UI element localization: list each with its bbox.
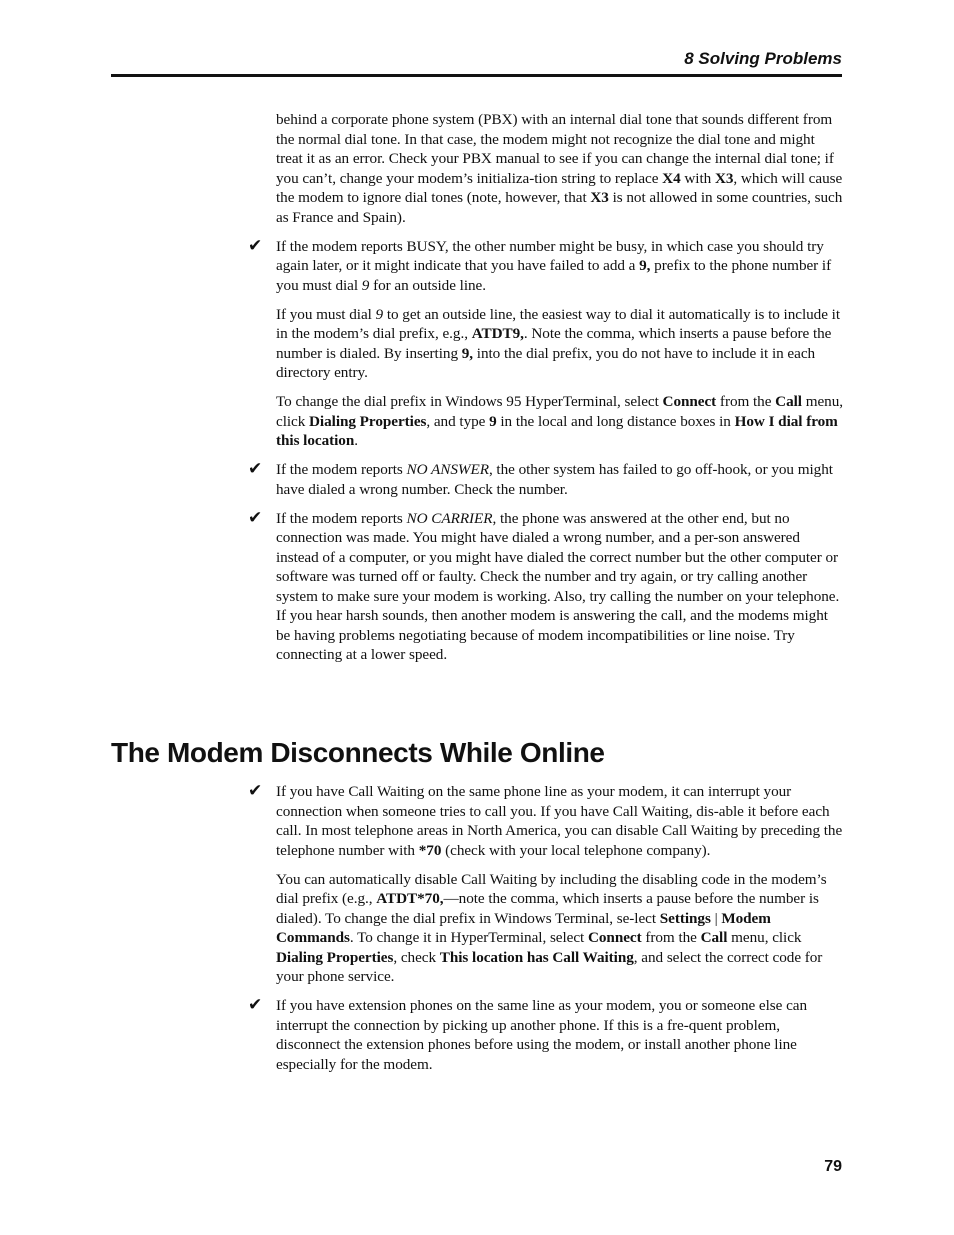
text-run: You can automatically disable Call Waiting by including the disabling code in the modem’s dial prefix (e.g.,: [276, 870, 827, 907]
header-rule: [111, 74, 842, 77]
text-run: for an outside line.: [369, 276, 486, 294]
text-run: with: [680, 169, 715, 187]
bold-text: 9,: [639, 257, 651, 274]
text-run: to get an outside line, the easiest way to dial it automatically is to include it in the modem’s dial prefix, e.g.,: [276, 305, 840, 342]
text-run: If you have extension phones on the same line as your modem, you or someone else can interrupt the connection by picking up another phone. If this is a fre-quent problem, disconnect the extension phones before using the modem, or install another phone line especially for the modem.: [276, 997, 808, 1073]
text-run: , which will cause the modem to ignore dial tones (note, however, that: [276, 169, 843, 206]
text-run: If you have Call Waiting on the same phone line as your modem, it can interrupt your connection when someone tries to call you. If you have Call Waiting, dis-able it before each call. In most telephone areas in North America, you can disable Call Waiting by preceding the telephone number with: [276, 783, 843, 859]
checkmark-icon: ✔: [248, 235, 263, 256]
paragraph: [276, 110, 843, 227]
text-run: , and type: [426, 412, 490, 430]
bold-text: Settings: [659, 909, 711, 927]
text-run: from the: [641, 929, 701, 946]
text-run: prefix to the phone number if you must dial: [276, 257, 832, 294]
bold-text: X3: [714, 169, 734, 187]
bold-text: 9: [489, 412, 497, 430]
text-run: If the modem reports: [276, 461, 407, 478]
text-block-1: [248, 110, 844, 674]
italic-text: NO ANSWER: [406, 461, 489, 478]
text-run: If you must dial: [276, 305, 376, 323]
bold-text: Connect: [587, 929, 642, 946]
text-run: into the dial prefix, you do not have to include it in each directory entry.: [276, 344, 816, 381]
text-run: , the phone was answered at the other end, but no connection was made. You might have dialed a wrong number, and a per-son answered instead of a computer, or you might have dialed the correct number but the other computer or software was turned off or faulty. Check the number and try again, or try calling another system to make sure your modem is working. Also, try calling the number on your telephone. If you hear harsh sounds, then another modem is answering the call, and the modems might be having problems negotiating because of modem incompatibilities or line noise. Try connecting at a lower speed.: [276, 509, 840, 663]
paragraph: [276, 392, 843, 451]
bold-text: Call: [775, 393, 802, 410]
checkmark-icon: ✔: [248, 507, 263, 528]
text-block-2: [248, 781, 843, 1084]
text-run: (check with your local telephone company).: [441, 841, 711, 859]
bold-text: X4: [662, 169, 681, 187]
text-run: . Note the comma, which inserts a pause before the number is dialed. By inserting: [276, 325, 832, 362]
text-run: menu, click: [727, 929, 802, 946]
bullet-item: [248, 995, 843, 1074]
bold-text: This location has Call Waiting: [439, 948, 634, 966]
bold-text: *70: [418, 841, 442, 859]
bullet-item: [248, 781, 843, 860]
italic-text: NO CARRIER: [406, 509, 493, 527]
bold-text: Call: [700, 929, 728, 946]
section-heading: The Modem Disconnects While Online: [111, 737, 605, 768]
text-run: , and select the correct code for your phone service.: [276, 948, 823, 985]
text-run: |: [710, 909, 722, 927]
bold-text: X3: [590, 189, 609, 206]
paragraph: [276, 305, 843, 383]
text-run: .: [354, 432, 358, 449]
italic-text: 9: [375, 305, 384, 323]
page-number: 79: [824, 1158, 842, 1175]
checkmark-icon: ✔: [248, 459, 263, 479]
text-run: in the local and long distance boxes in: [496, 412, 735, 430]
text-run: menu, click: [276, 393, 844, 430]
text-run: , check: [393, 948, 440, 966]
bold-text: ATDT*70,: [376, 890, 444, 907]
bold-text: 9,: [461, 344, 474, 362]
bold-text: Connect: [662, 393, 717, 410]
text-run: , the other system has failed to go off-hook, or you might have dialed a wrong number. Check the number.: [276, 461, 833, 498]
bold-text: Dialing Properties: [276, 948, 394, 966]
bold-text: How I dial from this location: [276, 412, 838, 449]
bullet-item: [248, 235, 843, 296]
bullet-item: [248, 507, 843, 665]
text-run: To change the dial prefix in Windows 95 HyperTerminal, select: [276, 393, 663, 410]
chapter-title: 8 Solving Problems: [684, 49, 842, 68]
bullet-item: [248, 459, 843, 499]
bold-text: ATDT9,: [471, 325, 524, 342]
checkmark-icon: ✔: [248, 995, 263, 1015]
text-run: —note the comma, which inserts a pause before the number is dialed). To change the dial prefix in Windows Terminal, se-lect: [276, 890, 819, 927]
text-run: If the modem reports BUSY, the other number might be busy, in which case you should try again later, or it might indicate that you have failed to add a: [276, 237, 824, 274]
bold-text: Dialing Properties: [309, 412, 427, 430]
text-run: is not allowed in some countries, such as France and Spain).: [276, 189, 843, 226]
text-run: from the: [716, 393, 776, 410]
italic-text: 9: [361, 276, 370, 294]
text-run: behind a corporate phone system (PBX) with an internal dial tone that sounds different from the normal dial tone. In that case, the modem might not recognize the dial tone and might treat it as an error. Check your PBX manual to see if you can change the internal dial tone; if you can’t, change your modem’s initializa-tion string to replace: [276, 111, 834, 187]
text-run: If the modem reports: [276, 509, 407, 527]
text-run: . To change it in HyperTerminal, select: [349, 929, 588, 946]
checkmark-icon: ✔: [248, 781, 263, 801]
paragraph: [276, 870, 843, 987]
bold-text: Modem Commands: [276, 909, 771, 946]
